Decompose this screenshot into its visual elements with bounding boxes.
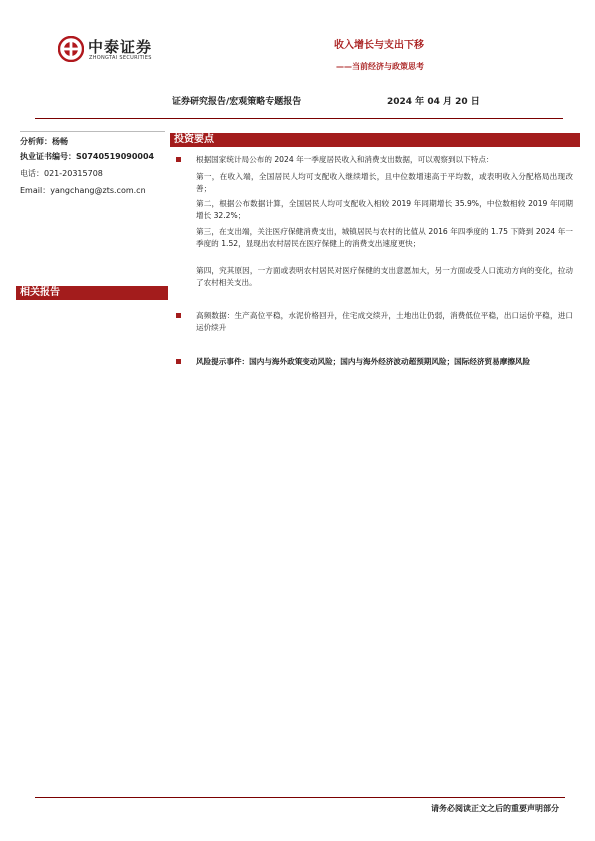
analyst-name: 杨畅 [52,137,68,146]
paragraph-point-3: 第三，在支出端，关注医疗保健消费支出，城镇居民与农村的比值从 2016 年四季度的 1.75 下降到 2024 年一季度的 1.52，显现出农村居民在医疗保健上的消费支出速度更快； [196,227,573,248]
bullet-icon [176,313,181,318]
analyst-email-label: Email： [20,186,51,195]
section-related-reports: 相关报告 [16,286,168,300]
analyst-cert-line [20,151,154,162]
analyst-divider [20,131,165,132]
bullet-icon [176,359,181,364]
analyst-cert: S0740519090004 [76,152,155,161]
paragraph-risk: 风险提示事件：国内与海外政策变动风险；国内与海外经济波动超预期风险；国际经济贸易摩擦风险 [196,357,531,366]
analyst-email[interactable]: yangchang@zts.com.cn [50,186,146,195]
paragraph-point-2: 第二，根据公布数据计算，全国居民人均可支配收入相较 2019 年同期增长 35.9%，中位数相较 2019 年同期增长 32.2%； [196,199,573,220]
bullet-icon [176,157,181,162]
logo-name-en: ZHONGTAI SECURITIES [89,55,152,61]
analyst-phone-line [20,168,103,179]
footer-disclaimer: 请务必阅读正文之后的重要声明部分 [431,804,559,813]
company-logo-icon [58,36,84,62]
report-category: 证券研究报告/宏观策略专题报告 [172,97,302,107]
analyst-phone-label: 电话： [20,169,44,178]
analyst-phone: 021-20315708 [44,169,103,178]
analyst-name-label: 分析师： [20,137,52,146]
paragraph-intro: 根据国家统计局公布的 2024 年一季度居民收入和消费支出数据，可以观察到以下特点： [196,155,494,164]
analyst-cert-label: 执业证书编号： [20,152,76,161]
footer-divider [35,797,565,798]
section-invest-highlights: 投资要点 [170,133,580,147]
report-subtitle: ——当前经济与政策思考 [336,62,424,71]
report-date: 2024 年 04 月 20 日 [387,97,480,107]
report-title: 收入增长与支出下移 [334,40,424,51]
analyst-email-line [20,185,146,196]
logo-name-cn: 中泰证券 [88,38,153,56]
header-divider [35,118,563,119]
analyst-name-line [20,136,68,147]
paragraph-point-4: 第四，究其原因，一方面或表明农村居民对医疗保健的支出意愿加大，另一方面或受人口流动方向的变化，拉动了农村相关支出。 [196,266,573,287]
paragraph-high-frequency: 高频数据：生产高位平稳，水泥价格回升，住宅成交续升，土地出让仍弱，消费低位平稳，出口运价平稳，进口运价续升 [196,311,573,332]
paragraph-point-1: 第一，在收入端，全国居民人均可支配收入继续增长，且中位数增速高于平均数，或表明收入分配格局出现改善； [196,172,573,193]
